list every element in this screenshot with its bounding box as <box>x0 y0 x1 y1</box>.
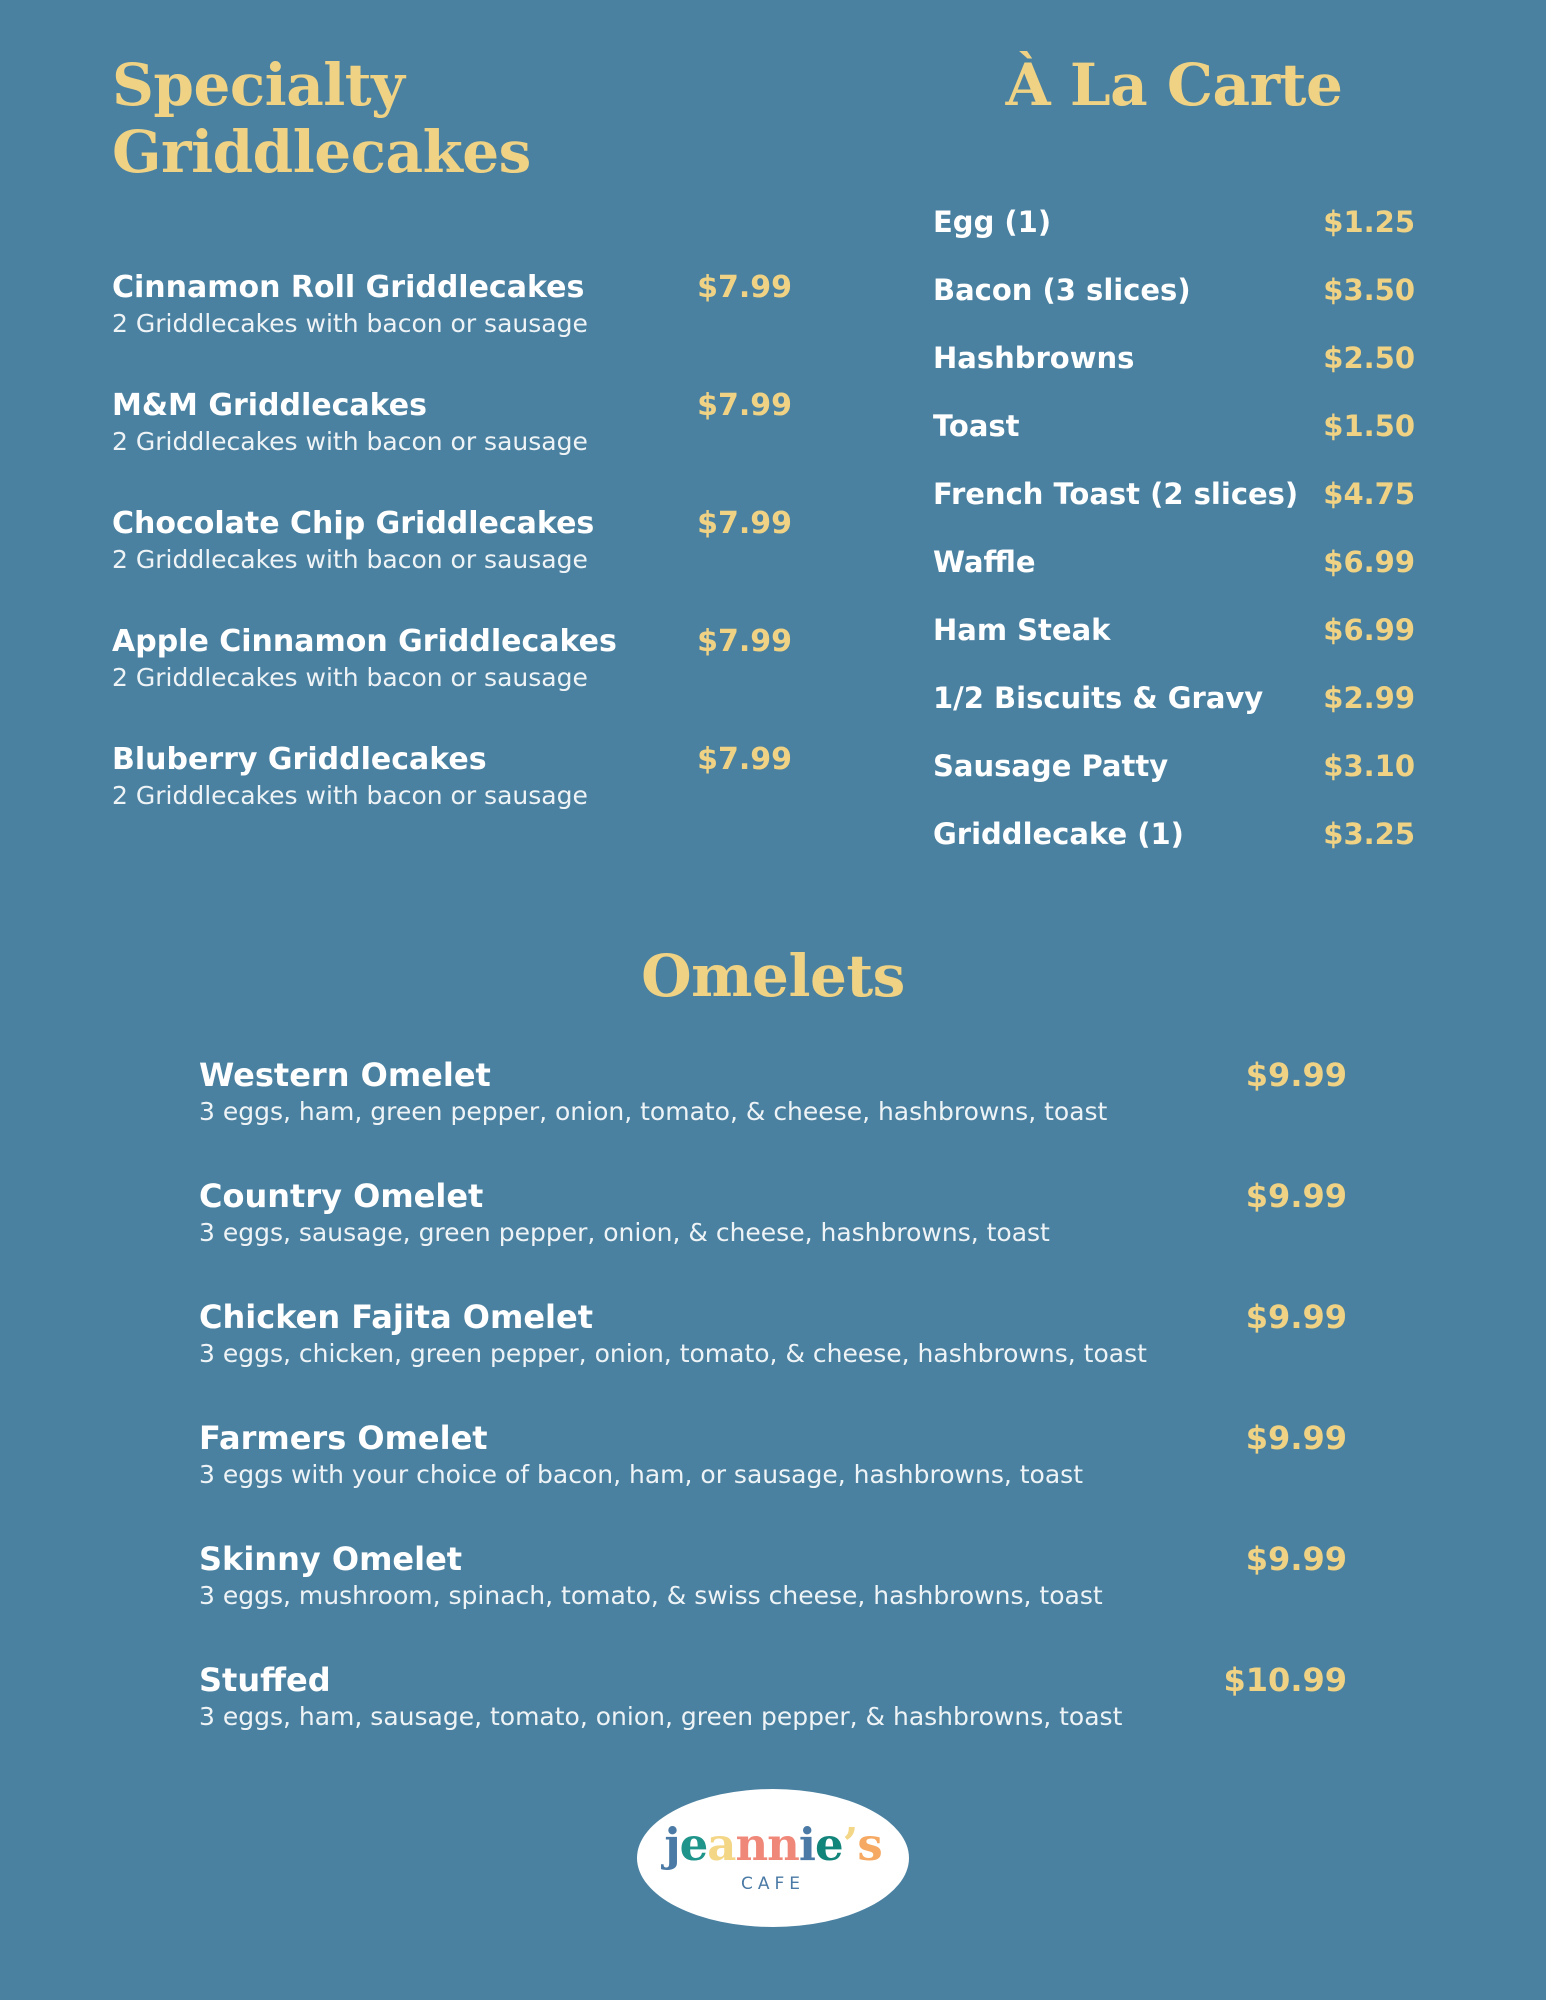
item-description: 3 eggs with your choice of bacon, ham, or sausage, hashbrowns, toast <box>199 1460 1083 1490</box>
cafe-logo <box>637 1789 909 1927</box>
item-info <box>199 1055 1227 1129</box>
item-name: Hashbrowns <box>933 340 1135 375</box>
item-info <box>112 623 697 695</box>
menu-item-row <box>933 203 1415 241</box>
item-info <box>112 741 697 813</box>
item-price: $7.99 <box>697 624 792 660</box>
item-price: $7.99 <box>697 742 792 778</box>
menu-item-row <box>933 543 1415 581</box>
item-info <box>199 1539 1227 1613</box>
item-description: 3 eggs, mushroom, spinach, tomato, & swiss cheese, hashbrowns, toast <box>199 1581 1103 1611</box>
item-name: Egg (1) <box>933 204 1052 239</box>
item-name: Chocolate Chip Griddlecakes <box>112 506 595 542</box>
menu-item-row <box>199 1418 1347 1492</box>
item-description: 3 eggs, sausage, green pepper, onion, & cheese, hashbrowns, toast <box>199 1218 1050 1248</box>
item-price: $9.99 <box>1245 1298 1347 1337</box>
item-price: $3.25 <box>1323 816 1415 851</box>
item-price: $2.50 <box>1323 340 1415 375</box>
item-info <box>199 1297 1227 1371</box>
item-name: Western Omelet <box>199 1056 491 1095</box>
item-info <box>199 1176 1227 1250</box>
item-price: $3.10 <box>1323 748 1415 783</box>
menu-item-row <box>112 505 792 577</box>
item-name: Stuffed <box>199 1661 331 1700</box>
item-name: Sausage Patty <box>933 748 1169 783</box>
item-price: $6.99 <box>1323 544 1415 579</box>
item-name: Ham Steak <box>933 612 1111 647</box>
item-description: 2 Griddlecakes with bacon or sausage <box>112 427 588 457</box>
section-heading: À La Carte <box>1005 51 1343 119</box>
item-price: $2.99 <box>1323 680 1415 715</box>
item-price: $10.99 <box>1223 1661 1347 1700</box>
menu-item-row <box>933 815 1415 853</box>
menu-item-row <box>112 741 792 813</box>
logo-letter: ’ <box>842 1818 858 1872</box>
item-name: French Toast (2 slices) <box>933 476 1299 511</box>
menu-item-row <box>199 1539 1347 1613</box>
logo-letter: s <box>857 1818 882 1872</box>
item-name: Bacon (3 slices) <box>933 272 1191 307</box>
item-price: $9.99 <box>1245 1540 1347 1579</box>
item-info <box>199 1660 1224 1734</box>
item-description: 2 Griddlecakes with bacon or sausage <box>112 663 588 693</box>
menu-item-row <box>933 271 1415 309</box>
item-info <box>112 269 697 341</box>
item-price: $9.99 <box>1245 1419 1347 1458</box>
item-price: $1.50 <box>1323 408 1415 443</box>
item-name: Country Omelet <box>199 1177 484 1216</box>
menu-item-row <box>199 1176 1347 1250</box>
logo-letter: a <box>707 1818 736 1872</box>
item-name: Apple Cinnamon Griddlecakes <box>112 624 617 660</box>
menu-item-row <box>112 387 792 459</box>
item-name: Cinnamon Roll Griddlecakes <box>112 270 585 306</box>
item-info <box>199 1418 1227 1492</box>
logo-letter: e <box>815 1818 843 1872</box>
menu-item-row <box>933 475 1415 513</box>
item-info <box>112 505 697 577</box>
menu-item-row <box>112 269 792 341</box>
item-price: $7.99 <box>697 388 792 424</box>
item-name: Bluberry Griddlecakes <box>112 742 487 778</box>
menu-item-row <box>199 1055 1347 1129</box>
menu-item-row <box>933 679 1415 717</box>
item-description: 2 Griddlecakes with bacon or sausage <box>112 781 588 811</box>
menu-item-row <box>199 1660 1347 1734</box>
logo-letter: n <box>735 1818 768 1872</box>
item-description: 3 eggs, chicken, green pepper, onion, tomato, & cheese, hashbrowns, toast <box>199 1339 1147 1369</box>
top-sections <box>0 0 1546 883</box>
item-description: 3 eggs, ham, green pepper, onion, tomato, & cheese, hashbrowns, toast <box>199 1097 1108 1127</box>
section-heading: Specialty Griddlecakes <box>112 51 531 186</box>
item-price: $3.50 <box>1323 272 1415 307</box>
logo-letter: i <box>798 1818 815 1872</box>
item-description: 3 eggs, ham, sausage, tomato, onion, green pepper, & hashbrowns, toast <box>199 1702 1123 1732</box>
logo-wordmark <box>664 1818 882 1872</box>
item-name: 1/2 Biscuits & Gravy <box>933 680 1264 715</box>
logo-letter: e <box>679 1818 708 1872</box>
section-omelets <box>199 943 1347 1735</box>
item-name: Skinny Omelet <box>199 1540 463 1579</box>
menu-item-row <box>933 747 1415 785</box>
item-price: $4.75 <box>1323 476 1415 511</box>
menu-item-row <box>112 623 792 695</box>
menu-item-row <box>199 1297 1347 1371</box>
item-price: $1.25 <box>1323 204 1415 239</box>
item-price: $6.99 <box>1323 612 1415 647</box>
section-a-la-carte <box>933 52 1415 883</box>
item-name: Chicken Fajita Omelet <box>199 1298 594 1337</box>
item-name: M&M Griddlecakes <box>112 388 427 424</box>
logo-letter: j <box>664 1818 680 1872</box>
menu-item-row <box>933 407 1415 445</box>
item-info <box>112 387 697 459</box>
item-price: $9.99 <box>1245 1177 1347 1216</box>
item-name: Waffle <box>933 544 1036 579</box>
item-name: Farmers Omelet <box>199 1419 488 1458</box>
item-name: Griddlecake (1) <box>933 816 1184 851</box>
menu-item-row <box>933 339 1415 377</box>
logo-letter: n <box>767 1818 799 1872</box>
item-name: Toast <box>933 408 1020 443</box>
item-price: $7.99 <box>697 270 792 306</box>
section-specialty-griddlecakes <box>112 52 792 883</box>
logo-subtitle: CAFE <box>740 1874 806 1895</box>
item-description: 2 Griddlecakes with bacon or sausage <box>112 309 588 339</box>
item-price: $7.99 <box>697 506 792 542</box>
item-price: $9.99 <box>1245 1056 1347 1095</box>
section-heading: Omelets <box>641 941 905 1010</box>
menu-item-row <box>933 611 1415 649</box>
item-description: 2 Griddlecakes with bacon or sausage <box>112 545 588 575</box>
